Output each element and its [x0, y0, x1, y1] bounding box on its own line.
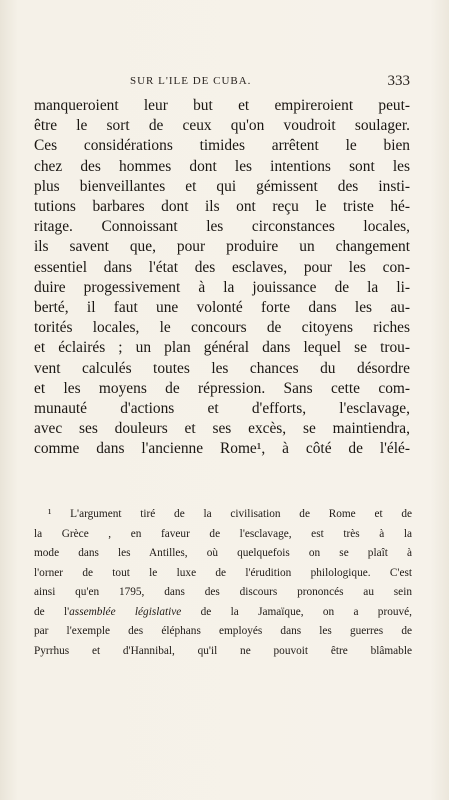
text-line: ils savent que, pour produire un changement [34, 238, 410, 256]
main-text [34, 96, 410, 460]
text-line: et les moyens de répression. Sans cette com- [34, 379, 410, 397]
text-line: tutions barbares dont ils ont reçu le triste hé- [34, 198, 410, 216]
footnote-line: de l'assemblée législative de la Jamaïque, on a prouvé, [34, 605, 412, 618]
text-line: torités locales, le concours de citoyens riches [34, 319, 410, 337]
footnote [34, 505, 412, 661]
text-line: essentiel dans l'état des esclaves, pour les con- [34, 258, 410, 276]
text-line: comme dans l'ancienne Rome¹, à côté de l'élé- [34, 440, 410, 458]
text-line: avec ses douleurs et ses excès, se maintiendra, [34, 420, 410, 438]
italic-phrase: assemblée législative [69, 605, 182, 618]
text-line: Ces considérations timides arrêtent le bien [34, 137, 410, 155]
text-line: munauté d'actions et d'efforts, l'esclavage, [34, 400, 410, 418]
text-line: ritage. Connoissant les circonstances locales, [34, 218, 410, 236]
footnote-line: par l'exemple des éléphans employés dans les guerres de [34, 625, 412, 637]
footnote-line: la Grèce , en faveur de l'esclavage, est très à la [34, 527, 412, 540]
running-title: SUR L'ILE DE CUBA. [130, 75, 252, 87]
text-line: chez des hommes dont les intentions sont les [34, 157, 410, 175]
text-line: vent calculés toutes les chances du désordre [34, 359, 410, 377]
text-line: être le sort de ceux qu'on voudroit soulager. [34, 117, 410, 135]
text-line: plus bienveillantes et qui gémissent des insti- [34, 177, 410, 195]
footnote-line: mode dans les Antilles, où quelquefois on se plaît à [34, 547, 412, 559]
text-line: et éclairés ; un plan général dans lequel se trou- [34, 339, 410, 357]
page-header [30, 73, 410, 93]
page-number: 333 [387, 73, 410, 89]
text-line: duire progessivement à la jouissance de la li- [34, 278, 410, 296]
text-line: berté, il faut une volonté forte dans les au- [34, 299, 410, 317]
footnote-line: ainsi qu'en 1795, dans des discours prononcés au sein [34, 586, 412, 598]
footnote-line: ¹ L'argument tiré de la civilisation de Rome et de [48, 508, 412, 520]
footnote-line: l'orner de tout le luxe de l'érudition philologique. C'est [34, 566, 412, 579]
text-line: manqueroient leur but et empireroient peut- [34, 97, 410, 114]
footnote-line: Pyrrhus et d'Hannibal, qu'il ne pouvoit être blâmable [34, 644, 412, 657]
